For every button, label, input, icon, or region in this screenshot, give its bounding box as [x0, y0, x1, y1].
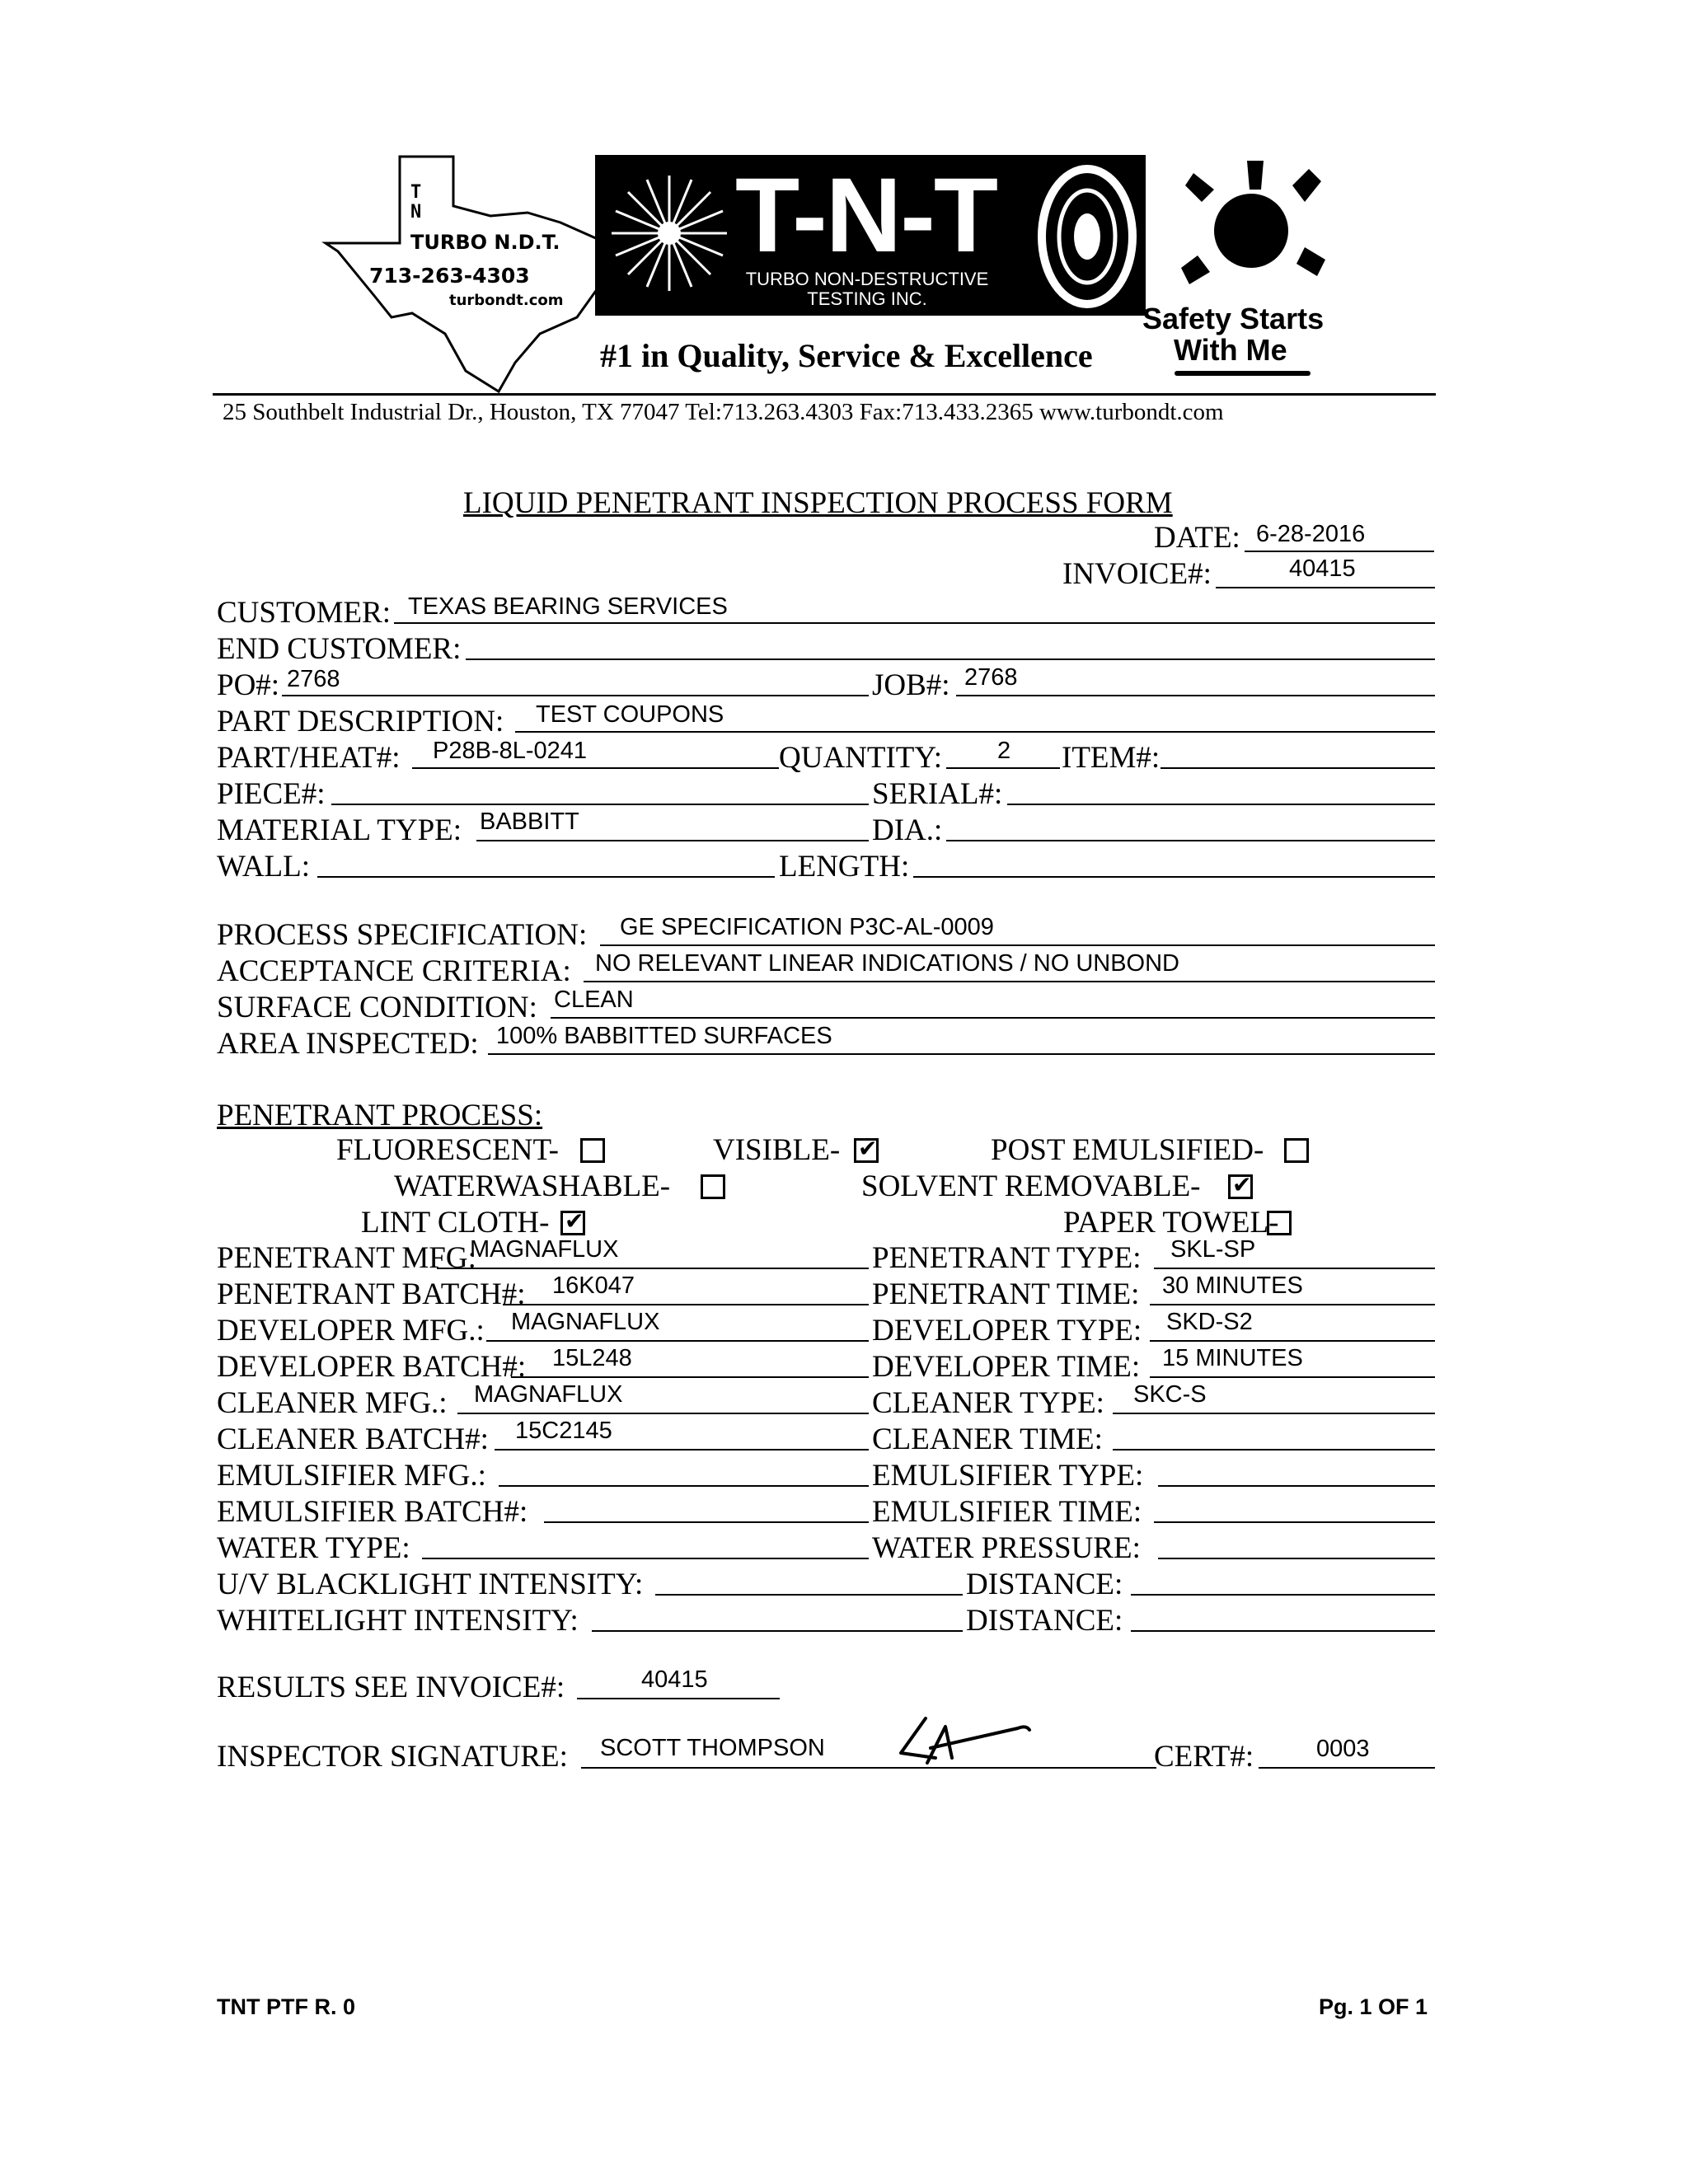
fluorescent-label: FLUORESCENT-	[336, 1133, 560, 1167]
pen-mfg-line	[437, 1268, 869, 1269]
texas-letter-n: N	[410, 202, 422, 223]
water-pressure-label: WATER PRESSURE:	[872, 1531, 1141, 1565]
clean-time-label: CLEANER TIME:	[872, 1422, 1103, 1456]
water-type-line	[422, 1558, 869, 1559]
po-label: PO#:	[217, 668, 280, 702]
part-heat-label: PART/HEAT#:	[217, 741, 401, 775]
piece-line	[331, 804, 869, 805]
material-type-value[interactable]: BABBITT	[480, 808, 579, 835]
clean-batch-label: CLEANER BATCH#:	[217, 1422, 489, 1456]
starburst-icon	[607, 171, 731, 295]
clean-batch-value[interactable]: 15C2145	[515, 1418, 612, 1444]
visible-check-icon: ✔	[858, 1135, 878, 1162]
texas-logo	[321, 148, 602, 396]
header-divider	[213, 393, 1436, 396]
clean-batch-line	[495, 1449, 869, 1451]
water-type-label: WATER TYPE:	[217, 1531, 410, 1565]
lint-cloth-label: LINT CLOTH-	[361, 1206, 550, 1240]
pen-time-line	[1150, 1304, 1435, 1305]
solvent-removable-checkbox[interactable]	[1228, 1171, 1253, 1199]
part-description-label: PART DESCRIPTION:	[217, 705, 504, 738]
waterwashable-checkbox[interactable]	[701, 1174, 725, 1199]
emul-batch-label: EMULSIFIER BATCH#:	[217, 1495, 528, 1529]
paper-towel-checkbox[interactable]	[1267, 1211, 1292, 1235]
clean-mfg-label: CLEANER MFG.:	[217, 1386, 448, 1420]
customer-value[interactable]: TEXAS BEARING SERVICES	[408, 593, 728, 620]
dev-mfg-line	[486, 1340, 869, 1342]
emul-batch-line	[544, 1521, 869, 1523]
po-value[interactable]: 2768	[287, 666, 340, 692]
post-emulsified-checkbox[interactable]	[1284, 1138, 1309, 1163]
serial-label: SERIAL#:	[872, 777, 1003, 811]
pen-batch-line	[503, 1304, 869, 1305]
cert-line	[1259, 1767, 1435, 1769]
waterwashable-label: WATERWASHABLE-	[394, 1169, 671, 1203]
solvent-removable-check-icon: ✔	[1232, 1171, 1252, 1198]
texas-website: turbondt.com	[449, 292, 564, 309]
invoice-value[interactable]: 40415	[1289, 555, 1356, 582]
pen-type-value[interactable]: SKL-SP	[1170, 1236, 1256, 1263]
clean-type-value[interactable]: SKC-S	[1133, 1381, 1207, 1408]
uv-label: U/V BLACKLIGHT INTENSITY:	[217, 1568, 644, 1601]
process-specification-value[interactable]: GE SPECIFICATION P3C-AL-0009	[620, 914, 994, 940]
dev-mfg-value[interactable]: MAGNAFLUX	[511, 1309, 660, 1335]
lint-cloth-checkbox[interactable]	[560, 1207, 585, 1235]
clean-time-line	[1113, 1449, 1435, 1451]
wall-label: WALL:	[217, 850, 311, 883]
process-specification-line	[600, 944, 1435, 946]
clean-mfg-line	[457, 1413, 869, 1414]
item-label: ITEM#:	[1062, 741, 1160, 775]
texas-phone: 713-263-4303	[369, 264, 530, 288]
solvent-removable-label: SOLVENT REMOVABLE-	[861, 1169, 1201, 1203]
dia-label: DIA.:	[872, 813, 943, 847]
dev-batch-label: DEVELOPER BATCH#:	[217, 1350, 527, 1384]
emul-mfg-label: EMULSIFIER MFG.:	[217, 1459, 486, 1493]
customer-line	[394, 622, 1435, 624]
penetrant-process-heading: PENETRANT PROCESS:	[217, 1099, 543, 1132]
safety-slogan-line-1: Safety Starts	[1142, 302, 1325, 335]
results-label: RESULTS SEE INVOICE#:	[217, 1671, 565, 1704]
inspector-signature-label: INSPECTOR SIGNATURE:	[217, 1740, 568, 1774]
emul-type-label: EMULSIFIER TYPE:	[872, 1459, 1144, 1493]
form-title: LIQUID PENETRANT INSPECTION PROCESS FORM	[463, 486, 1173, 520]
pen-mfg-value[interactable]: MAGNAFLUX	[470, 1236, 619, 1263]
uv-dist-label: DISTANCE:	[966, 1568, 1123, 1601]
surface-condition-label: SURFACE CONDITION:	[217, 991, 537, 1024]
pen-type-label: PENETRANT TYPE:	[872, 1241, 1142, 1275]
white-label: WHITELIGHT INTENSITY:	[217, 1604, 579, 1638]
serial-line	[1007, 804, 1435, 805]
job-label: JOB#:	[872, 668, 950, 702]
emul-type-line	[1158, 1485, 1435, 1487]
date-value[interactable]: 6-28-2016	[1256, 521, 1366, 547]
emul-time-label: EMULSIFIER TIME:	[872, 1495, 1142, 1529]
quantity-value[interactable]: 2	[997, 738, 1011, 764]
dev-type-line	[1150, 1340, 1435, 1342]
dev-type-label: DEVELOPER TYPE:	[872, 1314, 1142, 1347]
job-value[interactable]: 2768	[964, 664, 1018, 691]
emul-time-line	[1154, 1521, 1435, 1523]
invoice-label: INVOICE#:	[1062, 557, 1212, 591]
tire-icon	[1036, 163, 1139, 310]
dia-line	[946, 840, 1435, 841]
area-inspected-value[interactable]: 100% BABBITTED SURFACES	[496, 1023, 832, 1049]
paper-towel-label: PAPER TOWEL-	[1063, 1206, 1279, 1240]
dev-time-line	[1150, 1376, 1435, 1378]
pen-type-line	[1154, 1268, 1435, 1269]
page-number: Pg. 1 OF 1	[1319, 1994, 1428, 2019]
cert-value[interactable]: 0003	[1316, 1736, 1370, 1762]
process-specification-label: PROCESS SPECIFICATION:	[217, 918, 588, 952]
clean-mfg-value[interactable]: MAGNAFLUX	[474, 1381, 623, 1408]
white-dist-label: DISTANCE:	[966, 1604, 1123, 1638]
customer-label: CUSTOMER:	[217, 596, 392, 630]
po-line	[282, 695, 869, 696]
safety-underline	[1175, 371, 1311, 376]
uv-line	[655, 1594, 963, 1596]
visible-label: VISIBLE-	[713, 1133, 841, 1167]
quantity-line	[946, 767, 1060, 769]
wall-line	[317, 876, 775, 878]
item-line	[1160, 767, 1435, 769]
dev-batch-value[interactable]: 15L248	[552, 1345, 632, 1371]
texas-company-name: TURBO N.D.T.	[410, 231, 560, 254]
dev-time-label: DEVELOPER TIME:	[872, 1350, 1141, 1384]
pen-batch-value[interactable]: 16K047	[552, 1272, 635, 1299]
part-heat-line	[412, 767, 779, 769]
tnt-logo-subtitle-1: TURBO NON-DESTRUCTIVE	[745, 269, 989, 289]
tnt-logo-subtitle-2: TESTING INC.	[807, 288, 927, 309]
tnt-logo-banner	[595, 155, 1146, 316]
emul-mfg-line	[499, 1485, 869, 1487]
post-emulsified-label: POST EMULSIFIED-	[991, 1133, 1264, 1167]
date-line	[1245, 551, 1434, 552]
inspector-name-value[interactable]: SCOTT THOMPSON	[600, 1735, 825, 1761]
texas-letter-t: T	[410, 182, 422, 203]
dev-type-value[interactable]: SKD-S2	[1166, 1309, 1253, 1335]
handwritten-signature	[894, 1710, 1034, 1776]
clean-type-line	[1113, 1413, 1435, 1414]
form-revision: TNT PTF R. 0	[217, 1994, 355, 2019]
water-pressure-line	[1158, 1558, 1435, 1559]
results-line	[577, 1698, 780, 1699]
date-label: DATE:	[1154, 521, 1240, 555]
part-description-value[interactable]: TEST COUPONS	[536, 701, 724, 728]
pen-mfg-label: PENETRANT MFG:	[217, 1241, 476, 1275]
visible-checkbox[interactable]	[854, 1135, 879, 1163]
acceptance-criteria-label: ACCEPTANCE CRITERIA:	[217, 954, 571, 988]
pen-time-label: PENETRANT TIME:	[872, 1277, 1140, 1311]
part-heat-value[interactable]: P28B-8L-0241	[433, 738, 588, 764]
length-line	[913, 876, 1435, 878]
acceptance-criteria-value[interactable]: NO RELEVANT LINEAR INDICATIONS / NO UNBOND	[595, 950, 1179, 977]
fluorescent-checkbox[interactable]	[580, 1138, 605, 1163]
dev-mfg-label: DEVELOPER MFG.:	[217, 1314, 485, 1347]
material-type-label: MATERIAL TYPE:	[217, 813, 462, 847]
dev-batch-line	[511, 1376, 869, 1378]
inspector-signature-line	[581, 1767, 1156, 1769]
acceptance-criteria-line	[584, 981, 1435, 982]
part-description-line	[515, 731, 1435, 733]
results-invoice-value[interactable]: 40415	[641, 1666, 708, 1693]
tagline: #1 in Quality, Service & Excellence	[600, 337, 1093, 374]
piece-label: PIECE#:	[217, 777, 326, 811]
invoice-line	[1216, 587, 1435, 588]
pen-batch-label: PENETRANT BATCH#:	[217, 1277, 526, 1311]
white-line	[592, 1630, 963, 1632]
dev-time-value[interactable]: 15 MINUTES	[1162, 1345, 1303, 1371]
pen-time-value[interactable]: 30 MINUTES	[1162, 1272, 1303, 1299]
lint-cloth-check-icon: ✔	[565, 1207, 584, 1235]
area-inspected-line	[488, 1053, 1435, 1055]
safety-slogan-line-2: With Me	[1174, 333, 1287, 367]
surface-condition-line	[551, 1017, 1435, 1019]
end-customer-line	[466, 658, 1435, 660]
white-dist-line	[1131, 1630, 1435, 1632]
surface-condition-value[interactable]: CLEAN	[554, 987, 634, 1013]
clean-type-label: CLEANER TYPE:	[872, 1386, 1104, 1420]
tnt-logo-text: T-N-T	[735, 157, 996, 274]
uv-dist-line	[1131, 1594, 1435, 1596]
area-inspected-label: AREA INSPECTED:	[217, 1027, 479, 1061]
safety-gear-icon	[1169, 152, 1334, 309]
quantity-label: QUANTITY:	[779, 741, 943, 775]
material-type-line	[476, 840, 869, 841]
length-label: LENGTH:	[779, 850, 910, 883]
job-line	[956, 695, 1435, 696]
end-customer-label: END CUSTOMER:	[217, 632, 462, 666]
company-address: 25 Southbelt Industrial Dr., Houston, TX 77047 Tel:713.263.4303 Fax:713.433.2365 www.turbondt.com	[223, 399, 1224, 425]
cert-label: CERT#:	[1154, 1740, 1254, 1774]
